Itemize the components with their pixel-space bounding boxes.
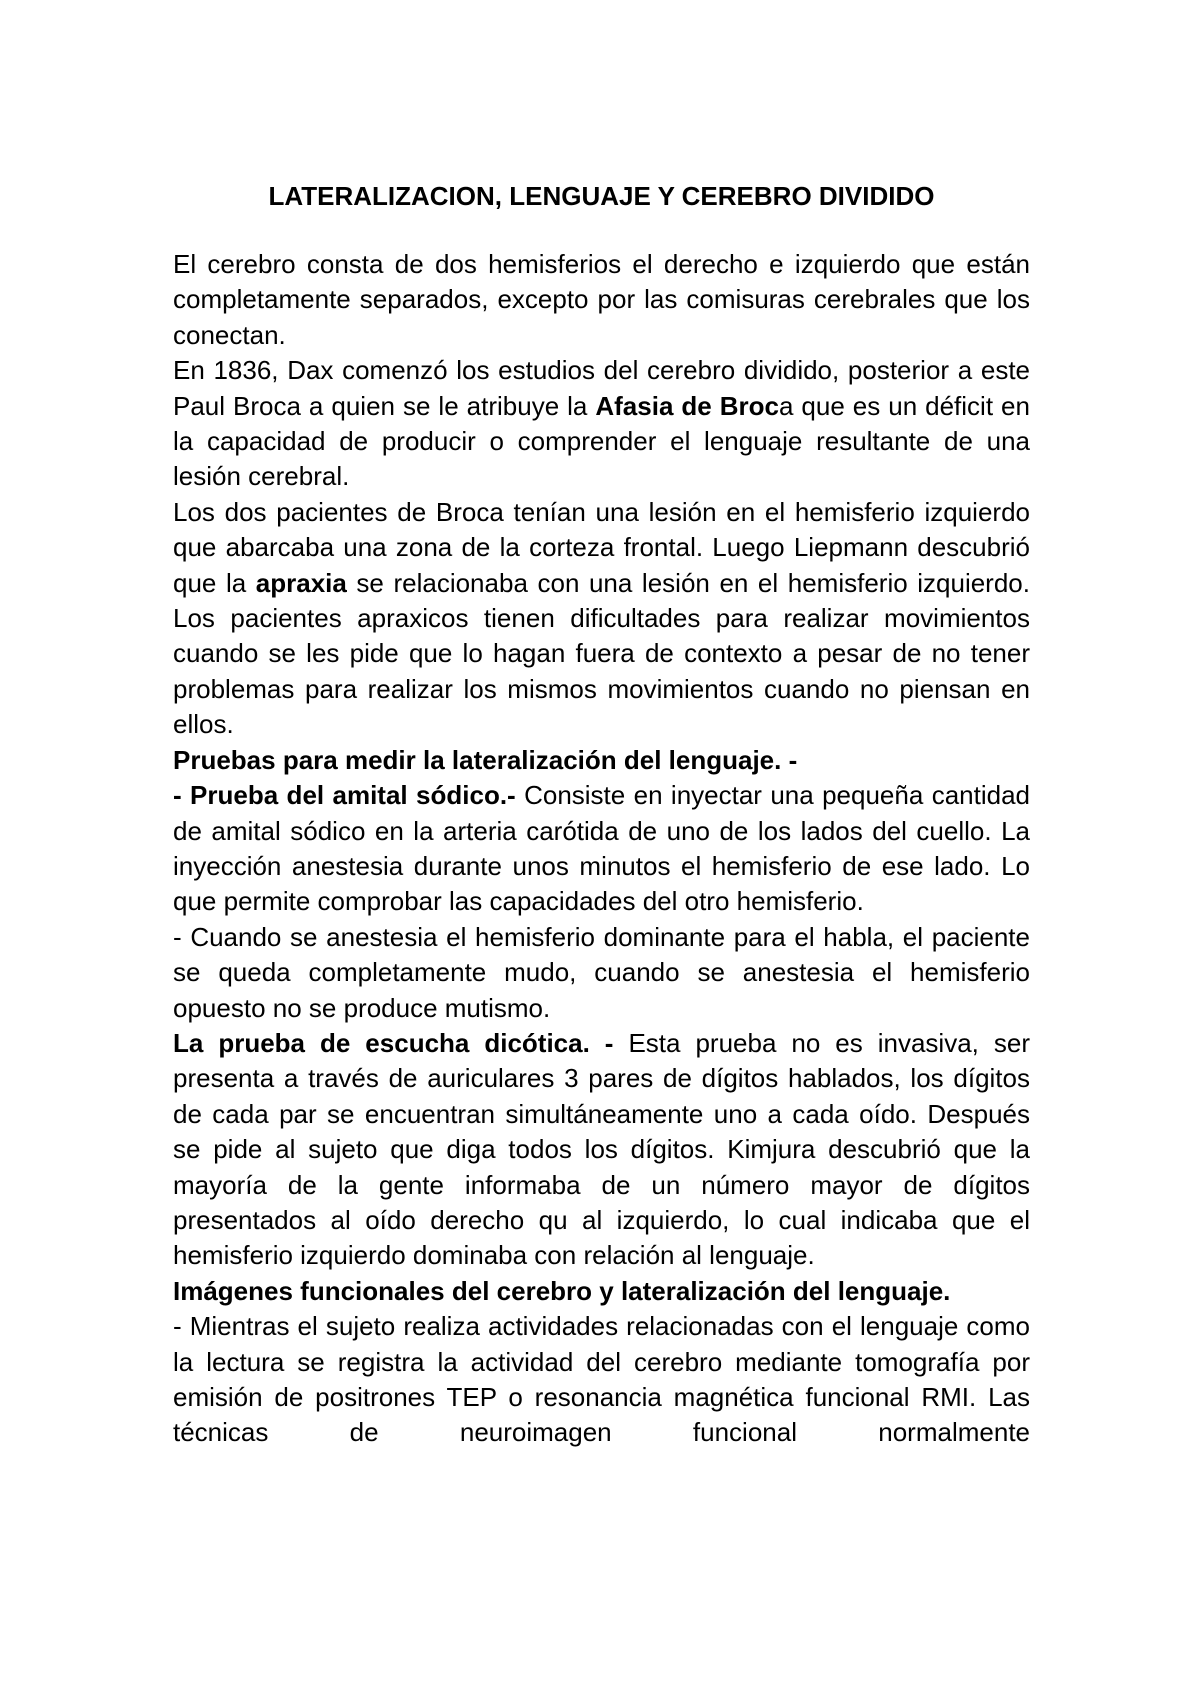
paragraph-amital-sodico: [173, 778, 1030, 920]
escucha-dicotica-heading: La prueba de escucha dicótica. -: [173, 1027, 614, 1058]
afasia-de-broca-term: Afasia de Broc: [595, 390, 779, 421]
paragraph-broca-text-1: En 1836, Dax comenzó los estudios del cerebro dividido, posterior a este Paul Broca a quien se le atribuye la: [173, 355, 1030, 421]
paragraph-neuroimagen: - Mientras el sujeto realiza actividades relacionadas con el lenguaje como la lectura se registra la actividad del cerebro mediante tomografía por emisión de positrones TEP o resonancia magnética funcional RMI. Las técnicas de neuroimagen funcional normalmente: [173, 1311, 1030, 1448]
paragraph-intro: El cerebro consta de dos hemisferios el derecho e izquierdo que están completamente separados, excepto por las comisuras cerebrales que los conectan.: [173, 249, 1030, 350]
paragraph-liepmann-text-1: Los dos pacientes de Broca tenían una lesión en el hemisferio izquierdo que abarcaba una zona de la corteza frontal. Luego Liepmann descubrió que la: [173, 496, 1030, 598]
amital-sodico-heading: - Prueba del amital sódico.-: [173, 780, 516, 811]
apraxia-term: apraxia: [255, 567, 347, 598]
paragraph-anestesia: - Cuando se anestesia el hemisferio dominante para el habla, el paciente se queda completamente mudo, cuando se anestesia el hemisferio opuesto no se produce mutismo.: [173, 921, 1030, 1023]
paragraph-amital-sodico-text: Consiste en inyectar una pequeña cantidad de amital sódico en la arteria carótida de uno de los lados del cuello. La inyección anestesia durante unos minutos el hemisferio de ese lado. Lo que permite comprobar las capacidades del otro hemisferio.: [173, 780, 1030, 917]
paragraph-broca: [173, 353, 1030, 495]
paragraph-escucha-dicotica-text: Esta prueba no es invasiva, ser presenta a través de auriculares 3 pares de dígitos hablados, los dígitos de cada par se encuentran simultáneamente uno a cada oído. Después se pide al sujeto que diga todos los dígitos. Kimjura descubrió que la mayoría de la gente informaba de un número mayor de dígitos presentados al oído derecho qu al izquierdo, lo cual indicaba que el hemisferio izquierdo dominaba con relación al lenguaje.: [173, 1027, 1030, 1271]
paragraph-liepmann: [173, 495, 1030, 743]
heading-imagenes-funcionales: Imágenes funcionales del cerebro y lateralización del lenguaje.: [173, 1275, 951, 1306]
paragraph-escucha-dicotica: [173, 1026, 1030, 1274]
document-title: LATERALIZACION, LENGUAJE Y CEREBRO DIVIDIDO: [268, 181, 935, 211]
heading-pruebas-lateralizacion: Pruebas para medir la lateralización del lenguaje. -: [173, 744, 798, 775]
paragraph-liepmann-text-2: se relacionaba con una lesión en el hemisferio izquierdo. Los pacientes apraxicos tienen dificultades para realizar movimientos cuando se les pide que lo hagan fuera de contexto a pesar de no tener problemas para realizar los mismos movimientos cuando no piensan en ellos.: [173, 567, 1030, 740]
document-body: [173, 247, 1030, 1451]
paragraph-broca-text-2: a que es un déficit en la capacidad de producir o comprender el lenguaje resultante de una lesión cerebral.: [173, 390, 1030, 492]
